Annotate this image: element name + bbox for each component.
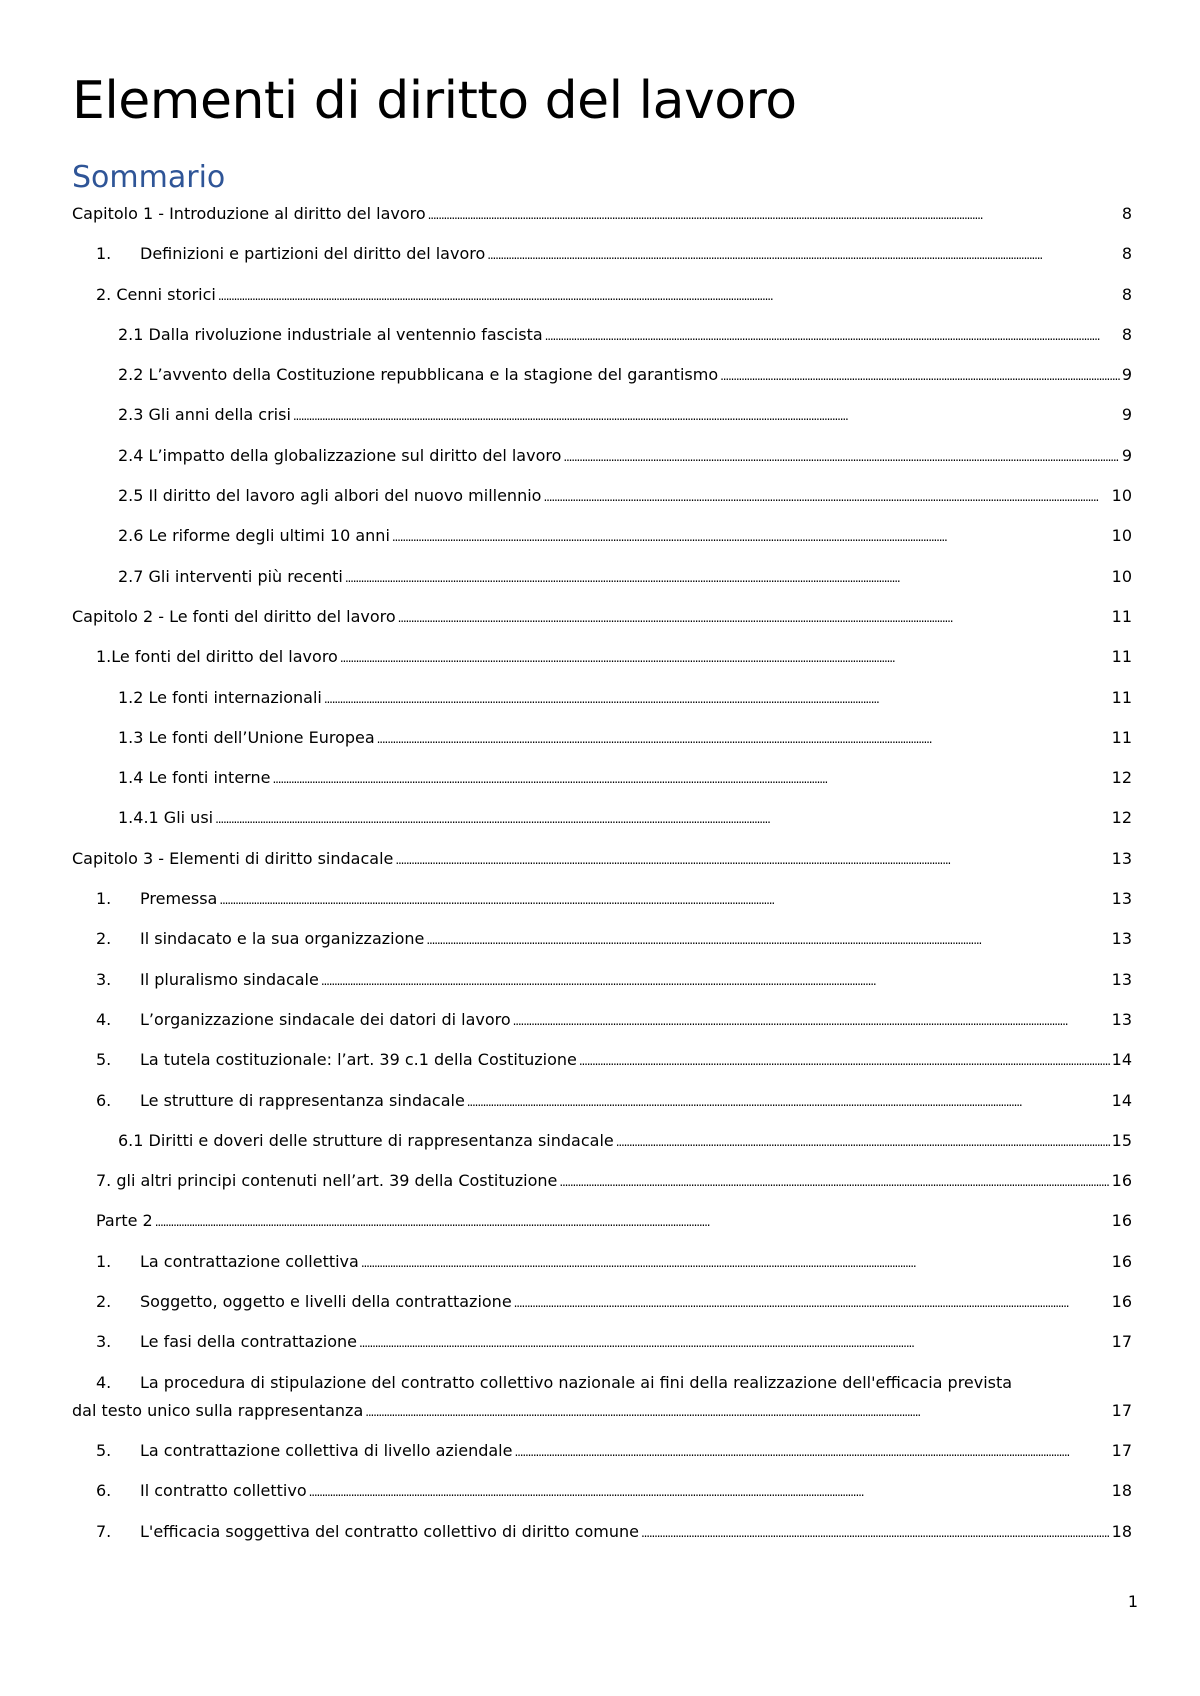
toc-dot-leader — [563, 446, 1119, 467]
toc-entry-page: 18 — [1111, 1481, 1132, 1501]
toc-entry[interactable] — [72, 405, 1132, 426]
toc-entry-page: 11 — [1111, 687, 1132, 707]
toc-entry[interactable] — [72, 607, 1132, 628]
toc-entry-title: 2.3 Gli anni della crisi — [118, 405, 291, 425]
toc-entry[interactable] — [72, 486, 1132, 507]
toc-entry-title: 2. Cenni storici — [96, 284, 216, 304]
toc-entry-page: 9 — [1121, 405, 1132, 425]
page-number: 1 — [1127, 1592, 1138, 1611]
toc-dot-leader — [215, 808, 1110, 829]
toc-dot-leader — [426, 929, 1109, 950]
toc-dot-leader — [559, 1171, 1109, 1192]
toc-entry-title: Le fasi della contrattazione — [140, 1332, 357, 1352]
toc-entry[interactable] — [72, 1252, 1132, 1273]
toc-entry[interactable] — [72, 688, 1132, 709]
toc-entry-title: Il sindacato e la sua organizzazione — [140, 929, 425, 949]
toc-entry[interactable] — [72, 1373, 1132, 1422]
toc-entry-page: 9 — [1121, 365, 1132, 385]
toc-entry-title: Definizioni e partizioni del diritto del lavoro — [140, 244, 486, 264]
toc-entry[interactable] — [72, 244, 1132, 265]
toc-entry[interactable] — [72, 929, 1132, 950]
toc-entry-title: 2.4 L’impatto della globalizzazione sul diritto del lavoro — [118, 445, 562, 465]
toc-dot-leader — [155, 1211, 1110, 1232]
toc-dot-leader — [428, 204, 1120, 225]
toc-entry[interactable] — [72, 567, 1132, 588]
toc-entry-page: 13 — [1111, 889, 1132, 909]
toc-entry-page: 18 — [1111, 1521, 1132, 1541]
toc-entry-title: La contrattazione collettiva — [140, 1251, 359, 1271]
toc-entry-title: 2.1 Dalla rivoluzione industriale al ventennio fascista — [118, 324, 543, 344]
toc-entry[interactable] — [72, 325, 1132, 346]
toc-dot-leader — [361, 1252, 1110, 1273]
toc-dot-leader — [365, 1401, 1109, 1422]
toc-dot-leader — [377, 728, 1110, 749]
toc-dot-leader — [545, 325, 1120, 346]
toc-dot-leader — [487, 244, 1120, 265]
toc-entry[interactable] — [72, 1171, 1132, 1192]
toc-dot-leader — [272, 768, 1109, 789]
toc-entry-page: 11 — [1111, 606, 1132, 626]
toc-entry[interactable] — [72, 647, 1132, 668]
toc-entry-title: 1.4.1 Gli usi — [118, 808, 214, 828]
toc-dot-leader — [219, 889, 1109, 910]
toc-entry-page: 14 — [1111, 1090, 1132, 1110]
toc-entry-number: 4. — [96, 1009, 112, 1029]
toc-entry-page: 8 — [1121, 324, 1132, 344]
toc-dot-leader — [514, 1441, 1109, 1462]
toc-dot-leader — [720, 365, 1120, 386]
toc-dot-leader — [293, 405, 1120, 426]
toc-dot-leader — [398, 607, 1110, 628]
toc-entry-title: Le strutture di rappresentanza sindacale — [140, 1090, 465, 1110]
toc-dot-leader — [513, 1010, 1110, 1031]
toc-entry[interactable] — [72, 1010, 1132, 1031]
toc-entry-page: 17 — [1111, 1332, 1132, 1352]
toc-entry-page: 10 — [1111, 486, 1132, 506]
toc-entry-title: 7. gli altri principi contenuti nell’art. 39 della Costituzione — [96, 1171, 558, 1191]
toc-entry-page: 15 — [1111, 1130, 1132, 1150]
toc-entry-page: 14 — [1111, 1050, 1132, 1070]
toc-entry-page: 13 — [1111, 848, 1132, 868]
toc-dot-leader — [395, 849, 1109, 870]
toc-entry-title: 2.2 L’avvento della Costituzione repubblicana e la stagione del garantismo — [118, 365, 719, 385]
toc-dot-leader — [345, 567, 1110, 588]
toc-entry-title-continued: dal testo unico sulla rappresentanza — [72, 1400, 364, 1420]
toc-entry[interactable] — [72, 204, 1132, 225]
toc-entry-page: 13 — [1111, 929, 1132, 949]
toc-entry-number: 6. — [96, 1090, 112, 1110]
toc-entry-page: 12 — [1111, 768, 1132, 788]
toc-entry-title: 1.4 Le fonti interne — [118, 768, 271, 788]
toc-entry-number: 2. — [96, 1292, 112, 1312]
toc-dot-leader — [324, 688, 1110, 709]
toc-entry-title: L’organizzazione sindacale dei datori di lavoro — [140, 1009, 511, 1029]
table-of-contents — [72, 204, 1132, 1562]
toc-entry-page: 16 — [1111, 1251, 1132, 1271]
toc-entry-page: 8 — [1121, 204, 1132, 223]
toc-entry-number: 1. — [96, 1251, 112, 1271]
toc-entry-title: La procedura di stipulazione del contratto collettivo nazionale ai fini della realizzazione dell'efficacia prevista — [140, 1372, 1013, 1392]
toc-entry[interactable] — [72, 889, 1132, 910]
toc-entry-title: Capitolo 1 - Introduzione al diritto del lavoro — [72, 204, 426, 223]
toc-entry[interactable] — [72, 285, 1132, 306]
toc-dot-leader — [467, 1091, 1110, 1112]
toc-entry-page: 11 — [1111, 647, 1132, 667]
toc-dot-leader — [321, 970, 1110, 991]
toc-entry-number: 2. — [96, 929, 112, 949]
toc-entry-number: 6. — [96, 1481, 112, 1501]
toc-entry-title: 6.1 Diritti e doveri delle strutture di rappresentanza sindacale — [118, 1130, 614, 1150]
toc-entry-title: Il pluralismo sindacale — [140, 969, 319, 989]
toc-entry-number: 4. — [96, 1372, 112, 1392]
toc-entry[interactable] — [72, 768, 1132, 789]
toc-entry-number: 1. — [96, 889, 112, 909]
toc-entry[interactable] — [72, 1050, 1132, 1071]
toc-entry-title: Capitolo 3 - Elementi di diritto sindacale — [72, 848, 394, 868]
toc-dot-leader — [340, 647, 1110, 668]
toc-entry-page: 13 — [1111, 1009, 1132, 1029]
toc-entry-title: 2.7 Gli interventi più recenti — [118, 566, 343, 586]
toc-dot-leader — [641, 1522, 1110, 1543]
toc-entry-page: 12 — [1111, 808, 1132, 828]
toc-entry-number: 3. — [96, 969, 112, 989]
toc-entry[interactable] — [72, 1522, 1132, 1543]
toc-entry[interactable] — [72, 1131, 1132, 1152]
toc-entry[interactable] — [72, 446, 1132, 467]
toc-entry-page: 10 — [1111, 566, 1132, 586]
toc-entry-title: 1.3 Le fonti dell’Unione Europea — [118, 727, 375, 747]
toc-entry[interactable] — [72, 1332, 1132, 1353]
toc-entry-title: Parte 2 — [96, 1211, 153, 1231]
toc-entry-number: 5. — [96, 1050, 112, 1070]
toc-entry-number: 5. — [96, 1440, 112, 1460]
toc-dot-leader — [616, 1131, 1110, 1152]
toc-entry-title: La contrattazione collettiva di livello aziendale — [140, 1440, 513, 1460]
toc-entry-title: Soggetto, oggetto e livelli della contrattazione — [140, 1292, 512, 1312]
toc-entry-page: 8 — [1121, 284, 1132, 304]
toc-entry[interactable] — [72, 1481, 1132, 1502]
toc-dot-leader — [392, 526, 1110, 547]
toc-entry[interactable] — [72, 1292, 1132, 1313]
toc-entry[interactable] — [72, 526, 1132, 547]
toc-entry-page: 16 — [1111, 1171, 1132, 1191]
toc-entry-title: Il contratto collettivo — [140, 1481, 307, 1501]
toc-entry[interactable] — [72, 1211, 1132, 1232]
toc-entry-page: 17 — [1111, 1440, 1132, 1460]
toc-entry[interactable] — [72, 808, 1132, 829]
toc-entry-page: 13 — [1111, 969, 1132, 989]
toc-entry[interactable] — [72, 728, 1132, 749]
toc-entry-title: 1.Le fonti del diritto del lavoro — [96, 647, 338, 667]
toc-entry-title: L'efficacia soggettiva del contratto collettivo di diritto comune — [140, 1521, 640, 1541]
toc-dot-leader — [359, 1332, 1110, 1353]
toc-entry[interactable] — [72, 1091, 1132, 1112]
toc-entry-title: La tutela costituzionale: l’art. 39 c.1 della Costituzione — [140, 1050, 577, 1070]
toc-heading: Sommario — [72, 160, 226, 195]
toc-entry-page: 16 — [1111, 1292, 1132, 1312]
toc-entry[interactable] — [72, 849, 1132, 870]
toc-entry-title: Capitolo 2 - Le fonti del diritto del lavoro — [72, 606, 396, 626]
toc-entry[interactable] — [72, 970, 1132, 991]
toc-entry-page: 8 — [1121, 244, 1132, 264]
toc-entry-number: 1. — [96, 244, 112, 264]
toc-dot-leader — [514, 1292, 1110, 1313]
toc-entry-title: 2.5 Il diritto del lavoro agli albori del nuovo millennio — [118, 486, 542, 506]
page-title: Elementi di diritto del lavoro — [72, 71, 797, 131]
toc-dot-leader — [579, 1050, 1110, 1071]
toc-entry-title: 2.6 Le riforme degli ultimi 10 anni — [118, 526, 390, 546]
toc-entry-page: 17 — [1111, 1400, 1132, 1420]
toc-entry[interactable] — [72, 365, 1132, 386]
toc-entry-number: 7. — [96, 1521, 112, 1541]
toc-dot-leader — [309, 1481, 1110, 1502]
toc-entry-page: 16 — [1111, 1211, 1132, 1231]
toc-entry[interactable] — [72, 1441, 1132, 1462]
toc-entry-title: 1.2 Le fonti internazionali — [118, 687, 322, 707]
toc-entry-page: 9 — [1121, 445, 1132, 465]
toc-dot-leader — [543, 486, 1109, 507]
toc-entry-page: 10 — [1111, 526, 1132, 546]
toc-dot-leader — [218, 285, 1120, 306]
toc-entry-number: 3. — [96, 1332, 112, 1352]
toc-entry-title: Premessa — [140, 889, 218, 909]
toc-entry-page: 11 — [1111, 727, 1132, 747]
